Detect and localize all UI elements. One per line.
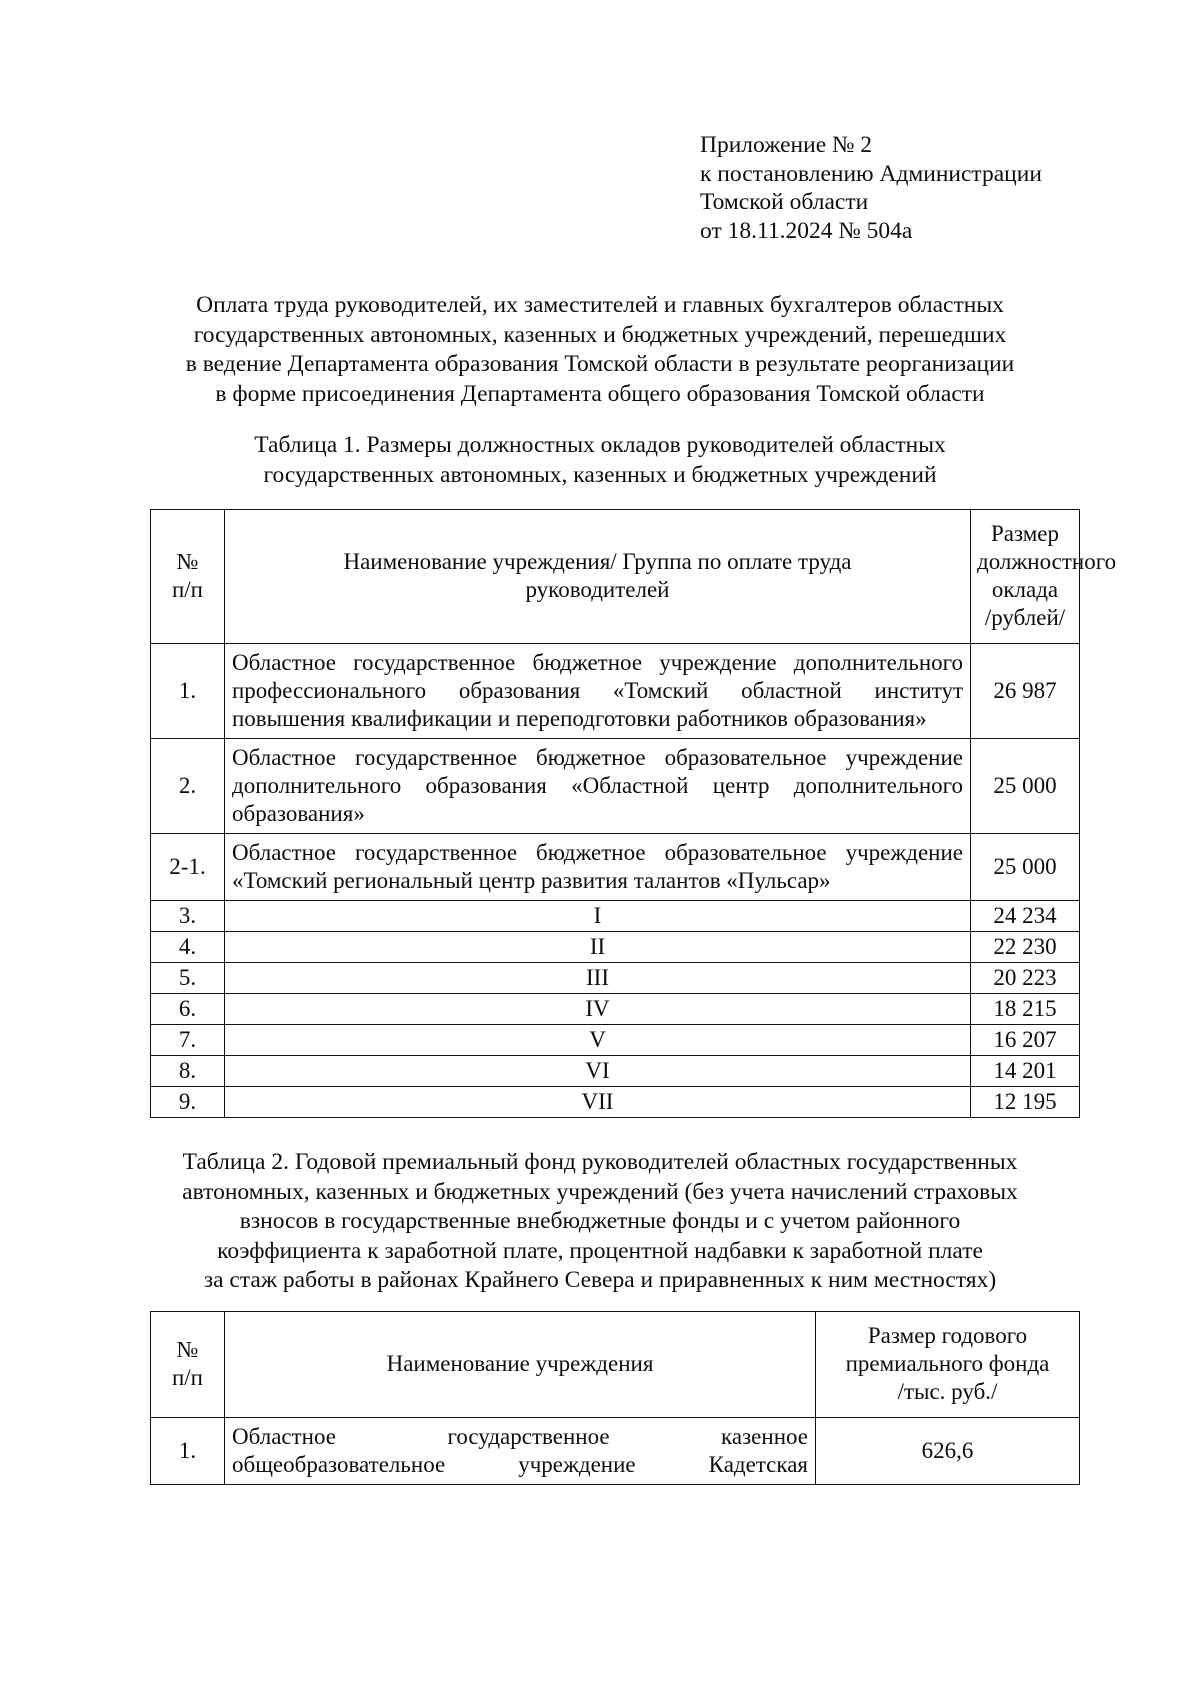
row-name: Областное государственное бюджетное образовательное учреждение дополнительного образования «Областной центр дополнительного образования» [225, 739, 971, 834]
row-value: 25 000 [971, 834, 1080, 901]
row-number: 8. [151, 1056, 225, 1087]
header-cell-value [971, 510, 1117, 644]
table-header-row [151, 1312, 1080, 1418]
table-1-header [151, 510, 1117, 644]
row-value: 626,6 [816, 1418, 1080, 1485]
reference-line: Приложение № 2 [700, 132, 873, 158]
table-row [151, 994, 1080, 1025]
row-name: II [225, 932, 971, 963]
row-value: 20 223 [971, 963, 1080, 994]
reference-line: к постановлению Администрации [700, 160, 1042, 187]
row-name: V [225, 1025, 971, 1056]
row-name: Областное государственное бюджетное учреждение дополнительного профессионального образования «Томский областной институт повышения квалификации и переподготовки работников образования» [225, 644, 971, 739]
row-number: 5. [151, 963, 225, 994]
header-text: /тыс. руб./ [897, 1379, 998, 1404]
table-1-body [151, 644, 1080, 1118]
header-text: оклада [991, 577, 1059, 602]
caption-line: автономных, казенных и бюджетных учреждений (без учета начислений страховых [182, 1178, 1018, 1205]
header-cell-name [225, 1312, 816, 1418]
header-text: № [176, 549, 199, 574]
header-cell-number [151, 510, 225, 644]
header-text: /рублей/ [984, 605, 1066, 630]
appendix-reference [700, 131, 1120, 245]
reference-line: Томской области [700, 189, 869, 216]
header-text: п/п [171, 1365, 203, 1390]
row-number: 7. [151, 1025, 225, 1056]
title-line: в форме присоединения Департамента общего образования Томской области [215, 380, 985, 407]
header-text: должностного [977, 549, 1117, 574]
title-line: в ведение Департамента образования Томской области в результате реорганизации [185, 351, 1015, 377]
row-value: 18 215 [971, 994, 1080, 1025]
table-2-header [151, 1312, 1080, 1418]
row-name: IV [225, 994, 971, 1025]
table-row [151, 1025, 1080, 1056]
header-text: Наименование учреждения/ Группа по оплате труда [343, 549, 852, 574]
table-row [151, 1056, 1080, 1087]
row-name: I [225, 901, 971, 932]
row-number: 2. [151, 739, 225, 834]
table-row [151, 644, 1080, 739]
reference-line: от 18.11.2024 № 504а [700, 217, 913, 244]
table-row [151, 932, 1080, 963]
row-number: 6. [151, 994, 225, 1025]
row-value: 22 230 [971, 932, 1080, 963]
row-name: VII [225, 1087, 971, 1118]
table-row [151, 901, 1080, 932]
header-text: премиального фонда [845, 1351, 1050, 1376]
row-value: 16 207 [971, 1025, 1080, 1056]
header-cell-value [816, 1312, 1080, 1418]
row-value: 24 234 [971, 901, 1080, 932]
caption-line: за стаж работы в районах Крайнего Севера и приравненных к ним местностях) [203, 1267, 997, 1293]
row-number: 1. [151, 1418, 225, 1485]
table-2-body [151, 1418, 1080, 1485]
caption-line: Таблица 1. Размеры должностных окладов руководителей областных [254, 432, 946, 458]
caption-line: Таблица 2. Годовой премиальный фонд руководителей областных государственных [182, 1149, 1018, 1175]
row-number: 2-1. [151, 834, 225, 901]
header-cell-number [151, 1312, 225, 1418]
bonus-fund-table [150, 1311, 1080, 1485]
row-number: 3. [151, 901, 225, 932]
header-text: руководителей [525, 577, 670, 602]
header-text: п/п [171, 577, 203, 602]
row-name: Областное государственное бюджетное образовательное учреждение «Томский региональный центр развития талантов «Пульсар» [225, 834, 971, 901]
row-value: 26 987 [971, 644, 1080, 739]
caption-line: взносов в государственные внебюджетные фонды и с учетом районного [239, 1208, 961, 1234]
title-line: государственных автономных, казенных и бюджетных учреждений, перешедших [193, 321, 1007, 348]
header-cell-name [225, 510, 971, 644]
caption-line: коэффициента к заработной плате, процентной надбавки к заработной плате [217, 1237, 983, 1264]
row-value: 25 000 [971, 739, 1080, 834]
row-name: Областное государственное казенное общеобразовательное учреждение Кадетская [225, 1418, 816, 1485]
title-line: Оплата труда руководителей, их заместителей и главных бухгалтеров областных [196, 292, 1004, 318]
table-row [151, 963, 1080, 994]
document-title [150, 291, 1050, 409]
table-header-row [151, 510, 1080, 644]
table-1-caption [150, 431, 1050, 490]
salary-table [150, 509, 1117, 1118]
table-row [151, 1087, 1080, 1118]
header-text: Размер годового [867, 1323, 1028, 1348]
row-value: 12 195 [971, 1087, 1080, 1118]
table-2-caption [150, 1148, 1050, 1296]
row-number: 9. [151, 1087, 225, 1118]
header-text: Наименование учреждения [386, 1351, 654, 1376]
table-row [151, 739, 1080, 834]
table-row [151, 834, 1080, 901]
row-number: 4. [151, 932, 225, 963]
caption-line: государственных автономных, казенных и бюджетных учреждений [263, 461, 937, 488]
header-text: Размер [990, 521, 1060, 546]
table-row [151, 1418, 1080, 1485]
row-name: III [225, 963, 971, 994]
header-text: № [176, 1337, 199, 1362]
row-name: VI [225, 1056, 971, 1087]
row-number: 1. [151, 644, 225, 739]
row-value: 14 201 [971, 1056, 1080, 1087]
